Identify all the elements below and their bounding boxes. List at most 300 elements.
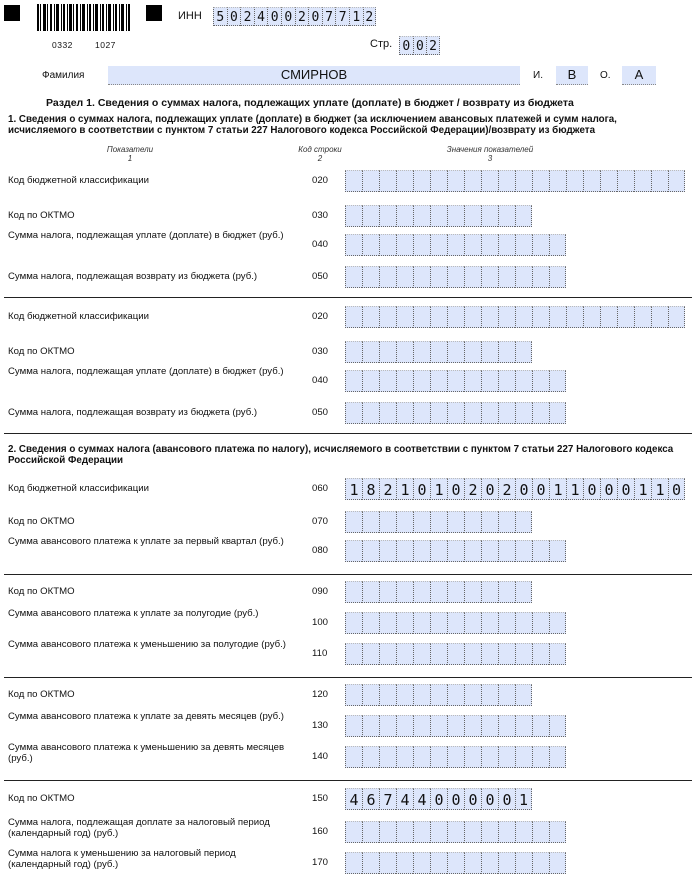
value-field-020[interactable] [345, 306, 685, 328]
digit-cell[interactable] [498, 266, 515, 288]
digit-cell[interactable] [549, 643, 566, 665]
digit-cell[interactable] [532, 170, 549, 192]
digit-cell[interactable] [379, 715, 396, 737]
digit-cell[interactable]: 1 [651, 478, 668, 500]
digit-cell[interactable] [447, 715, 464, 737]
digit-cell[interactable] [379, 821, 396, 843]
digit-cell[interactable] [396, 341, 413, 363]
digit-cell[interactable] [430, 511, 447, 533]
digit-cell[interactable] [345, 266, 362, 288]
digit-cell[interactable] [464, 306, 481, 328]
digit-cell[interactable] [396, 234, 413, 256]
digit-cell[interactable] [464, 205, 481, 227]
digit-cell[interactable]: 0 [532, 478, 549, 500]
digit-cell[interactable] [515, 715, 532, 737]
digit-cell[interactable] [549, 746, 566, 768]
digit-cell[interactable] [362, 266, 379, 288]
surname-field[interactable]: СМИРНОВ [108, 66, 520, 85]
digit-cell[interactable] [345, 402, 362, 424]
digit-cell[interactable] [379, 852, 396, 874]
digit-cell[interactable] [447, 402, 464, 424]
digit-cell[interactable] [413, 266, 430, 288]
digit-cell[interactable] [464, 370, 481, 392]
digit-cell[interactable] [498, 643, 515, 665]
digit-cell[interactable] [447, 612, 464, 634]
digit-cell[interactable]: 1 [515, 788, 532, 810]
digit-cell[interactable] [651, 306, 668, 328]
digit-cell[interactable] [362, 370, 379, 392]
digit-cell[interactable] [362, 234, 379, 256]
digit-cell[interactable] [413, 370, 430, 392]
digit-cell[interactable] [515, 341, 532, 363]
digit-cell[interactable] [515, 612, 532, 634]
digit-cell[interactable] [498, 540, 515, 562]
digit-cell[interactable] [362, 612, 379, 634]
digit-cell[interactable] [362, 715, 379, 737]
digit-cell[interactable] [447, 540, 464, 562]
digit-cell[interactable] [447, 511, 464, 533]
digit-cell[interactable] [532, 266, 549, 288]
digit-cell[interactable] [362, 170, 379, 192]
digit-cell[interactable] [430, 402, 447, 424]
digit-cell[interactable] [515, 746, 532, 768]
value-field-040[interactable] [345, 234, 566, 256]
digit-cell[interactable] [498, 581, 515, 603]
digit-cell[interactable] [464, 612, 481, 634]
digit-cell[interactable] [447, 170, 464, 192]
digit-cell[interactable] [651, 170, 668, 192]
digit-cell[interactable] [498, 170, 515, 192]
digit-cell[interactable] [515, 540, 532, 562]
digit-cell[interactable] [379, 684, 396, 706]
digit-cell[interactable] [430, 581, 447, 603]
digit-cell[interactable] [396, 581, 413, 603]
digit-cell[interactable] [481, 821, 498, 843]
digit-cell[interactable] [447, 684, 464, 706]
digit-cell[interactable] [464, 821, 481, 843]
digit-cell[interactable] [515, 511, 532, 533]
digit-cell[interactable]: 0 [430, 788, 447, 810]
digit-cell[interactable] [345, 306, 362, 328]
digit-cell[interactable] [362, 643, 379, 665]
digit-cell[interactable] [430, 266, 447, 288]
digit-cell[interactable] [447, 370, 464, 392]
digit-cell[interactable]: 0 [308, 7, 322, 26]
page-number-field[interactable] [399, 36, 440, 55]
digit-cell[interactable] [532, 234, 549, 256]
digit-cell[interactable]: 1 [549, 478, 566, 500]
digit-cell[interactable] [549, 715, 566, 737]
digit-cell[interactable] [396, 746, 413, 768]
digit-cell[interactable] [481, 234, 498, 256]
digit-cell[interactable] [396, 643, 413, 665]
digit-cell[interactable] [413, 715, 430, 737]
digit-cell[interactable] [532, 821, 549, 843]
digit-cell[interactable] [549, 370, 566, 392]
digit-cell[interactable] [379, 266, 396, 288]
digit-cell[interactable]: 0 [447, 478, 464, 500]
digit-cell[interactable] [498, 715, 515, 737]
digit-cell[interactable]: 7 [379, 788, 396, 810]
digit-cell[interactable] [413, 511, 430, 533]
digit-cell[interactable] [464, 581, 481, 603]
digit-cell[interactable] [549, 612, 566, 634]
name-initial-field[interactable]: В [556, 66, 588, 85]
value-field-150[interactable] [345, 788, 532, 810]
value-field-050[interactable] [345, 402, 566, 424]
digit-cell[interactable] [379, 205, 396, 227]
digit-cell[interactable] [532, 852, 549, 874]
digit-cell[interactable]: 4 [396, 788, 413, 810]
value-field-030[interactable] [345, 205, 532, 227]
digit-cell[interactable] [481, 715, 498, 737]
digit-cell[interactable] [498, 205, 515, 227]
value-field-030[interactable] [345, 341, 532, 363]
digit-cell[interactable] [430, 612, 447, 634]
value-field-100[interactable] [345, 612, 566, 634]
digit-cell[interactable] [413, 540, 430, 562]
digit-cell[interactable]: 0 [399, 36, 413, 55]
digit-cell[interactable] [515, 643, 532, 665]
digit-cell[interactable] [345, 234, 362, 256]
value-field-090[interactable] [345, 581, 532, 603]
digit-cell[interactable]: 0 [464, 788, 481, 810]
digit-cell[interactable]: 1 [396, 478, 413, 500]
digit-cell[interactable] [498, 746, 515, 768]
digit-cell[interactable] [413, 205, 430, 227]
digit-cell[interactable]: 2 [426, 36, 440, 55]
digit-cell[interactable]: 7 [335, 7, 349, 26]
patronymic-initial-field[interactable]: А [622, 66, 656, 85]
digit-cell[interactable] [481, 306, 498, 328]
digit-cell[interactable] [566, 170, 583, 192]
digit-cell[interactable] [396, 402, 413, 424]
digit-cell[interactable] [345, 540, 362, 562]
digit-cell[interactable] [549, 306, 566, 328]
digit-cell[interactable]: 2 [379, 478, 396, 500]
digit-cell[interactable] [532, 306, 549, 328]
digit-cell[interactable] [430, 306, 447, 328]
digit-cell[interactable]: 4 [413, 788, 430, 810]
digit-cell[interactable] [413, 746, 430, 768]
digit-cell[interactable]: 0 [668, 478, 685, 500]
digit-cell[interactable] [345, 511, 362, 533]
digit-cell[interactable] [464, 170, 481, 192]
digit-cell[interactable] [481, 643, 498, 665]
digit-cell[interactable] [464, 540, 481, 562]
digit-cell[interactable] [345, 821, 362, 843]
digit-cell[interactable] [515, 234, 532, 256]
value-field-140[interactable] [345, 746, 566, 768]
digit-cell[interactable] [549, 402, 566, 424]
digit-cell[interactable] [362, 402, 379, 424]
digit-cell[interactable] [447, 746, 464, 768]
digit-cell[interactable] [481, 266, 498, 288]
digit-cell[interactable] [430, 205, 447, 227]
digit-cell[interactable] [362, 306, 379, 328]
digit-cell[interactable] [396, 370, 413, 392]
digit-cell[interactable]: 2 [464, 478, 481, 500]
digit-cell[interactable] [413, 581, 430, 603]
digit-cell[interactable] [430, 715, 447, 737]
digit-cell[interactable] [464, 266, 481, 288]
digit-cell[interactable] [617, 306, 634, 328]
digit-cell[interactable]: 1 [566, 478, 583, 500]
digit-cell[interactable] [464, 746, 481, 768]
digit-cell[interactable] [396, 852, 413, 874]
digit-cell[interactable] [396, 684, 413, 706]
digit-cell[interactable] [481, 402, 498, 424]
digit-cell[interactable] [345, 684, 362, 706]
digit-cell[interactable] [600, 306, 617, 328]
digit-cell[interactable]: 0 [481, 478, 498, 500]
value-field-070[interactable] [345, 511, 532, 533]
digit-cell[interactable] [396, 821, 413, 843]
digit-cell[interactable]: 5 [213, 7, 227, 26]
digit-cell[interactable] [379, 341, 396, 363]
digit-cell[interactable] [549, 540, 566, 562]
digit-cell[interactable] [447, 643, 464, 665]
digit-cell[interactable] [447, 341, 464, 363]
digit-cell[interactable] [583, 170, 600, 192]
digit-cell[interactable] [430, 370, 447, 392]
digit-cell[interactable] [481, 511, 498, 533]
digit-cell[interactable] [481, 746, 498, 768]
digit-cell[interactable] [379, 612, 396, 634]
digit-cell[interactable] [430, 643, 447, 665]
digit-cell[interactable] [532, 370, 549, 392]
digit-cell[interactable] [379, 170, 396, 192]
digit-cell[interactable] [447, 234, 464, 256]
digit-cell[interactable] [464, 234, 481, 256]
digit-cell[interactable] [447, 581, 464, 603]
digit-cell[interactable] [549, 234, 566, 256]
digit-cell[interactable] [532, 540, 549, 562]
digit-cell[interactable] [345, 852, 362, 874]
digit-cell[interactable]: 0 [583, 478, 600, 500]
digit-cell[interactable] [413, 234, 430, 256]
digit-cell[interactable] [668, 306, 685, 328]
digit-cell[interactable] [430, 746, 447, 768]
inn-field[interactable] [213, 7, 376, 26]
digit-cell[interactable]: 7 [322, 7, 336, 26]
digit-cell[interactable] [396, 612, 413, 634]
digit-cell[interactable]: 0 [281, 7, 295, 26]
digit-cell[interactable] [481, 612, 498, 634]
digit-cell[interactable] [498, 370, 515, 392]
digit-cell[interactable] [430, 821, 447, 843]
digit-cell[interactable] [549, 170, 566, 192]
value-field-130[interactable] [345, 715, 566, 737]
digit-cell[interactable] [600, 170, 617, 192]
digit-cell[interactable]: 0 [498, 788, 515, 810]
digit-cell[interactable] [345, 205, 362, 227]
digit-cell[interactable] [362, 511, 379, 533]
digit-cell[interactable] [379, 643, 396, 665]
digit-cell[interactable] [430, 852, 447, 874]
digit-cell[interactable] [532, 746, 549, 768]
digit-cell[interactable]: 2 [295, 7, 309, 26]
digit-cell[interactable] [362, 852, 379, 874]
digit-cell[interactable]: 1 [634, 478, 651, 500]
digit-cell[interactable] [379, 746, 396, 768]
digit-cell[interactable] [515, 170, 532, 192]
digit-cell[interactable] [634, 306, 651, 328]
digit-cell[interactable] [345, 170, 362, 192]
digit-cell[interactable] [464, 684, 481, 706]
digit-cell[interactable] [498, 402, 515, 424]
digit-cell[interactable]: 4 [254, 7, 268, 26]
digit-cell[interactable] [464, 643, 481, 665]
digit-cell[interactable] [413, 612, 430, 634]
value-field-020[interactable] [345, 170, 685, 192]
digit-cell[interactable] [379, 370, 396, 392]
digit-cell[interactable] [379, 402, 396, 424]
digit-cell[interactable] [515, 266, 532, 288]
digit-cell[interactable] [668, 170, 685, 192]
digit-cell[interactable] [532, 402, 549, 424]
digit-cell[interactable] [515, 205, 532, 227]
digit-cell[interactable] [515, 581, 532, 603]
digit-cell[interactable] [396, 205, 413, 227]
value-field-080[interactable] [345, 540, 566, 562]
digit-cell[interactable] [549, 266, 566, 288]
digit-cell[interactable] [345, 643, 362, 665]
digit-cell[interactable] [498, 612, 515, 634]
value-field-170[interactable] [345, 852, 566, 874]
digit-cell[interactable] [413, 306, 430, 328]
digit-cell[interactable] [498, 684, 515, 706]
digit-cell[interactable] [413, 170, 430, 192]
digit-cell[interactable] [515, 852, 532, 874]
digit-cell[interactable]: 0 [413, 478, 430, 500]
digit-cell[interactable] [362, 205, 379, 227]
digit-cell[interactable]: 0 [227, 7, 241, 26]
digit-cell[interactable]: 0 [515, 478, 532, 500]
digit-cell[interactable] [413, 402, 430, 424]
value-field-120[interactable] [345, 684, 532, 706]
digit-cell[interactable] [413, 684, 430, 706]
digit-cell[interactable] [498, 234, 515, 256]
digit-cell[interactable]: 8 [362, 478, 379, 500]
digit-cell[interactable] [430, 234, 447, 256]
digit-cell[interactable] [396, 306, 413, 328]
digit-cell[interactable]: 0 [267, 7, 281, 26]
digit-cell[interactable] [515, 306, 532, 328]
digit-cell[interactable] [430, 170, 447, 192]
digit-cell[interactable]: 0 [447, 788, 464, 810]
digit-cell[interactable]: 1 [430, 478, 447, 500]
digit-cell[interactable] [447, 205, 464, 227]
digit-cell[interactable]: 0 [617, 478, 634, 500]
digit-cell[interactable] [447, 306, 464, 328]
digit-cell[interactable]: 6 [362, 788, 379, 810]
digit-cell[interactable] [396, 540, 413, 562]
digit-cell[interactable] [515, 370, 532, 392]
value-field-050[interactable] [345, 266, 566, 288]
digit-cell[interactable] [345, 612, 362, 634]
digit-cell[interactable] [498, 821, 515, 843]
digit-cell[interactable] [481, 370, 498, 392]
digit-cell[interactable] [430, 540, 447, 562]
digit-cell[interactable] [379, 581, 396, 603]
digit-cell[interactable] [532, 715, 549, 737]
value-field-160[interactable] [345, 821, 566, 843]
digit-cell[interactable] [430, 341, 447, 363]
digit-cell[interactable] [634, 170, 651, 192]
digit-cell[interactable] [396, 715, 413, 737]
digit-cell[interactable] [345, 746, 362, 768]
digit-cell[interactable] [515, 821, 532, 843]
digit-cell[interactable] [498, 306, 515, 328]
digit-cell[interactable] [481, 540, 498, 562]
digit-cell[interactable] [396, 170, 413, 192]
digit-cell[interactable]: 4 [345, 788, 362, 810]
digit-cell[interactable]: 0 [600, 478, 617, 500]
value-field-040[interactable] [345, 370, 566, 392]
digit-cell[interactable] [481, 205, 498, 227]
digit-cell[interactable] [413, 643, 430, 665]
digit-cell[interactable] [396, 266, 413, 288]
digit-cell[interactable] [362, 540, 379, 562]
digit-cell[interactable] [396, 511, 413, 533]
digit-cell[interactable]: 0 [413, 36, 427, 55]
digit-cell[interactable] [498, 852, 515, 874]
value-field-110[interactable] [345, 643, 566, 665]
digit-cell[interactable] [583, 306, 600, 328]
digit-cell[interactable] [362, 821, 379, 843]
digit-cell[interactable] [481, 581, 498, 603]
digit-cell[interactable] [481, 170, 498, 192]
digit-cell[interactable]: 2 [240, 7, 254, 26]
digit-cell[interactable]: 1 [345, 478, 362, 500]
digit-cell[interactable] [464, 852, 481, 874]
digit-cell[interactable] [447, 266, 464, 288]
digit-cell[interactable] [515, 402, 532, 424]
digit-cell[interactable] [464, 511, 481, 533]
digit-cell[interactable] [464, 715, 481, 737]
digit-cell[interactable] [362, 581, 379, 603]
value-field-060[interactable] [345, 478, 685, 500]
digit-cell[interactable] [481, 684, 498, 706]
digit-cell[interactable] [549, 821, 566, 843]
digit-cell[interactable] [379, 306, 396, 328]
digit-cell[interactable] [532, 612, 549, 634]
digit-cell[interactable] [345, 715, 362, 737]
digit-cell[interactable] [345, 341, 362, 363]
digit-cell[interactable]: 0 [481, 788, 498, 810]
digit-cell[interactable] [498, 341, 515, 363]
digit-cell[interactable] [413, 821, 430, 843]
digit-cell[interactable] [362, 746, 379, 768]
digit-cell[interactable] [413, 341, 430, 363]
digit-cell[interactable] [362, 684, 379, 706]
digit-cell[interactable] [617, 170, 634, 192]
digit-cell[interactable] [447, 852, 464, 874]
digit-cell[interactable] [481, 341, 498, 363]
digit-cell[interactable]: 2 [363, 7, 377, 26]
digit-cell[interactable] [430, 684, 447, 706]
digit-cell[interactable] [498, 511, 515, 533]
digit-cell[interactable] [464, 402, 481, 424]
digit-cell[interactable] [532, 643, 549, 665]
digit-cell[interactable] [379, 540, 396, 562]
digit-cell[interactable] [447, 821, 464, 843]
digit-cell[interactable] [413, 852, 430, 874]
digit-cell[interactable] [362, 341, 379, 363]
digit-cell[interactable] [566, 306, 583, 328]
digit-cell[interactable] [464, 341, 481, 363]
